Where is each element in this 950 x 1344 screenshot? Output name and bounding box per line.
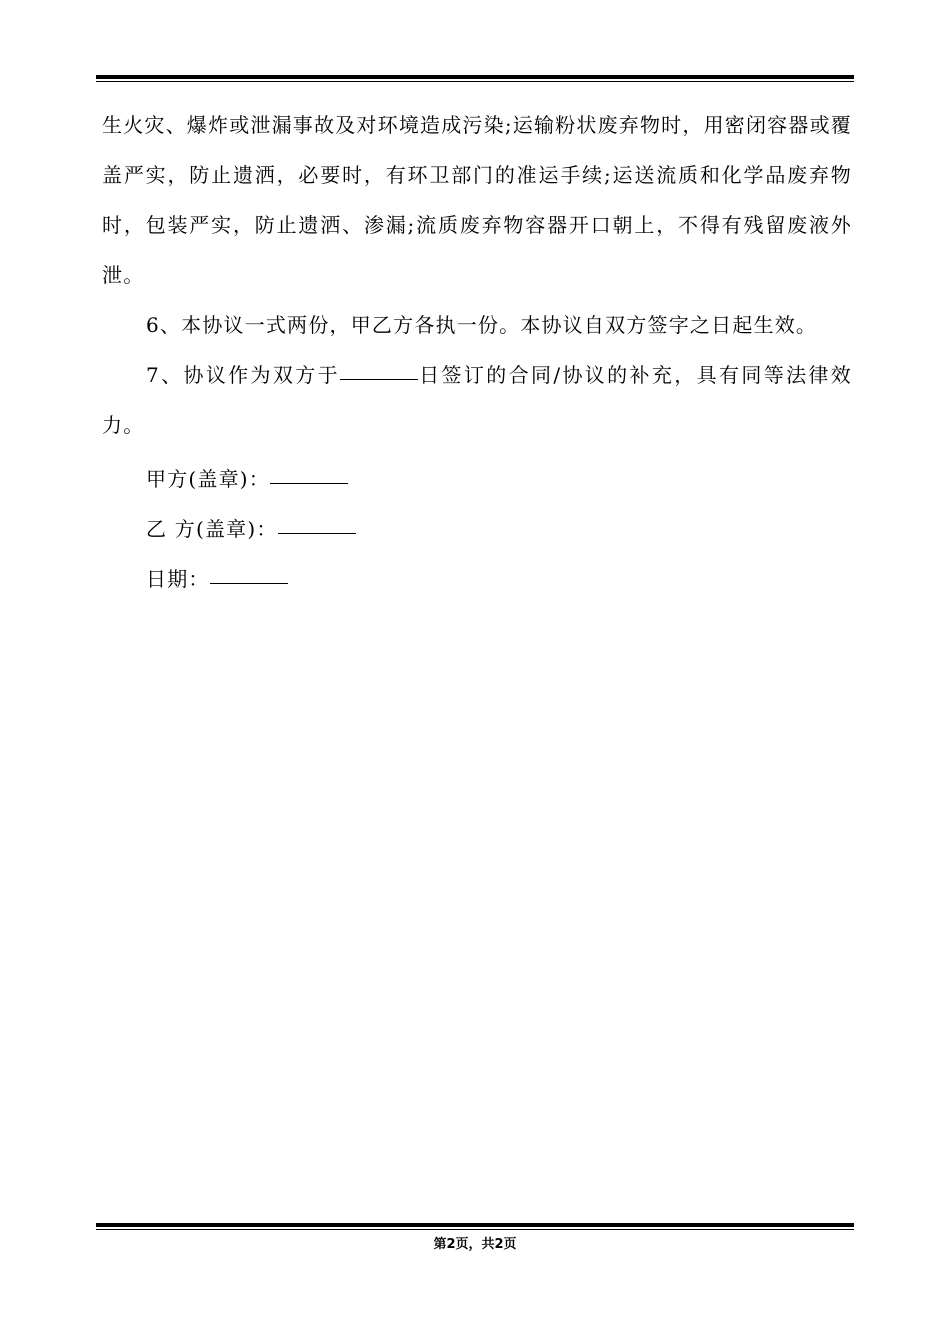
date-blank bbox=[210, 557, 288, 584]
document-body bbox=[102, 100, 852, 604]
party-b-label: 乙 方(盖章)： bbox=[146, 517, 278, 541]
page-number: 第2页，共2页 bbox=[433, 1237, 517, 1252]
clause-6: 6、本协议一式两份，甲乙方各执一份。本协议自双方签字之日起生效。 bbox=[146, 313, 818, 337]
party-a-blank bbox=[270, 457, 348, 484]
party-b-signature bbox=[102, 504, 852, 554]
contract-date-blank bbox=[340, 353, 418, 380]
header-rule-thick bbox=[96, 75, 854, 79]
paragraph-continuation: 生火灾、爆炸或泄漏事故及对环境造成污染;运输粉状废弃物时，用密闭容器或覆盖严实，防止遗洒，必要时，有环卫部门的准运手续;运送流质和化学品废弃物时，包装严实，防止遗洒、渗漏;流质废弃物容器开口朝上，不得有残留废液外泄。 bbox=[102, 113, 852, 287]
clause-7-suffix: 日签订的合同/协议的补充，具有同等法律效力。 bbox=[102, 363, 852, 437]
party-b-blank bbox=[278, 507, 356, 534]
footer-rule-thick bbox=[96, 1223, 854, 1227]
clause-7-prefix: 7、协议作为双方于 bbox=[146, 363, 340, 387]
date-label: 日期： bbox=[146, 567, 210, 591]
party-a-label: 甲方(盖章)： bbox=[146, 467, 271, 491]
header-rule-thin bbox=[96, 81, 854, 82]
signature-block bbox=[102, 454, 852, 604]
footer-rule-thin bbox=[96, 1229, 854, 1230]
date-signature bbox=[102, 554, 852, 604]
party-a-signature bbox=[102, 454, 852, 504]
clause-7 bbox=[102, 350, 852, 450]
